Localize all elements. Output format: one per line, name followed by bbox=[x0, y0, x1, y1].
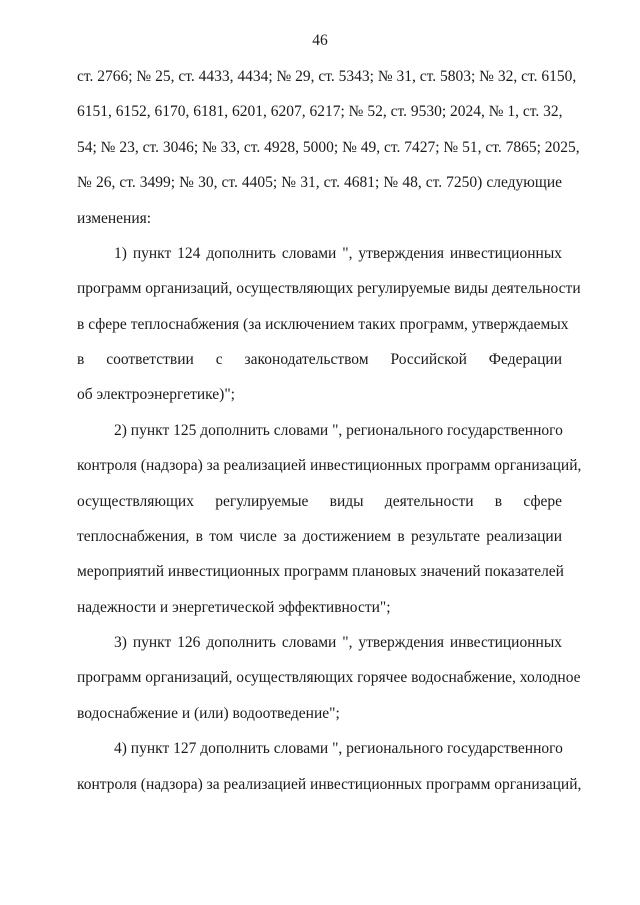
text-line: мероприятий инвестиционных программ плановых значений показателей bbox=[77, 563, 564, 580]
text-line: № 26, ст. 3499; № 30, ст. 4405; № 31, ст. 4681; № 48, ст. 7250) следующие bbox=[77, 174, 562, 191]
text-line: в соответствии с законодательством Российской Федерации bbox=[77, 351, 562, 368]
text-line: в сфере теплоснабжения (за исключением таких программ, утверждаемых bbox=[77, 316, 569, 333]
page-number: 46 bbox=[312, 32, 328, 49]
paragraph-first-line: 1) пункт 124 дополнить словами ", утверждения инвестиционных bbox=[114, 245, 562, 262]
text-line: 54; № 23, ст. 3046; № 33, ст. 4928, 5000; № 49, ст. 7427; № 51, ст. 7865; 2025, bbox=[77, 139, 580, 156]
text-line: об электроэнергетике)"; bbox=[77, 386, 235, 403]
text-line: программ организаций, осуществляющих регулируемые виды деятельности bbox=[77, 280, 581, 297]
text-line: контроля (надзора) за реализацией инвестиционных программ организаций, bbox=[77, 457, 582, 474]
paragraph-first-line: 4) пункт 127 дополнить словами ", регионального государственного bbox=[114, 740, 563, 757]
paragraph-first-line: 3) пункт 126 дополнить словами ", утверждения инвестиционных bbox=[114, 634, 562, 651]
text-line: изменения: bbox=[77, 210, 152, 227]
text-line: ст. 2766; № 25, ст. 4433, 4434; № 29, ст. 5343; № 31, ст. 5803; № 32, ст. 6150, bbox=[77, 68, 577, 85]
text-line: надежности и энергетической эффективности"; bbox=[77, 599, 391, 616]
text-line: 6151, 6152, 6170, 6181, 6201, 6207, 6217; № 52, ст. 9530; 2024, № 1, ст. 32, bbox=[77, 103, 563, 120]
text-line: осуществляющих регулируемые виды деятельности в сфере bbox=[77, 493, 562, 510]
text-line: теплоснабжения, в том числе за достижением в результате реализации bbox=[77, 528, 562, 545]
text-line: водоснабжение и (или) водоотведение"; bbox=[77, 705, 340, 722]
paragraph-first-line: 2) пункт 125 дополнить словами ", регионального государственного bbox=[114, 422, 563, 439]
text-line: контроля (надзора) за реализацией инвестиционных программ организаций, bbox=[77, 776, 582, 793]
text-line: программ организаций, осуществляющих горячее водоснабжение, холодное bbox=[77, 669, 581, 686]
